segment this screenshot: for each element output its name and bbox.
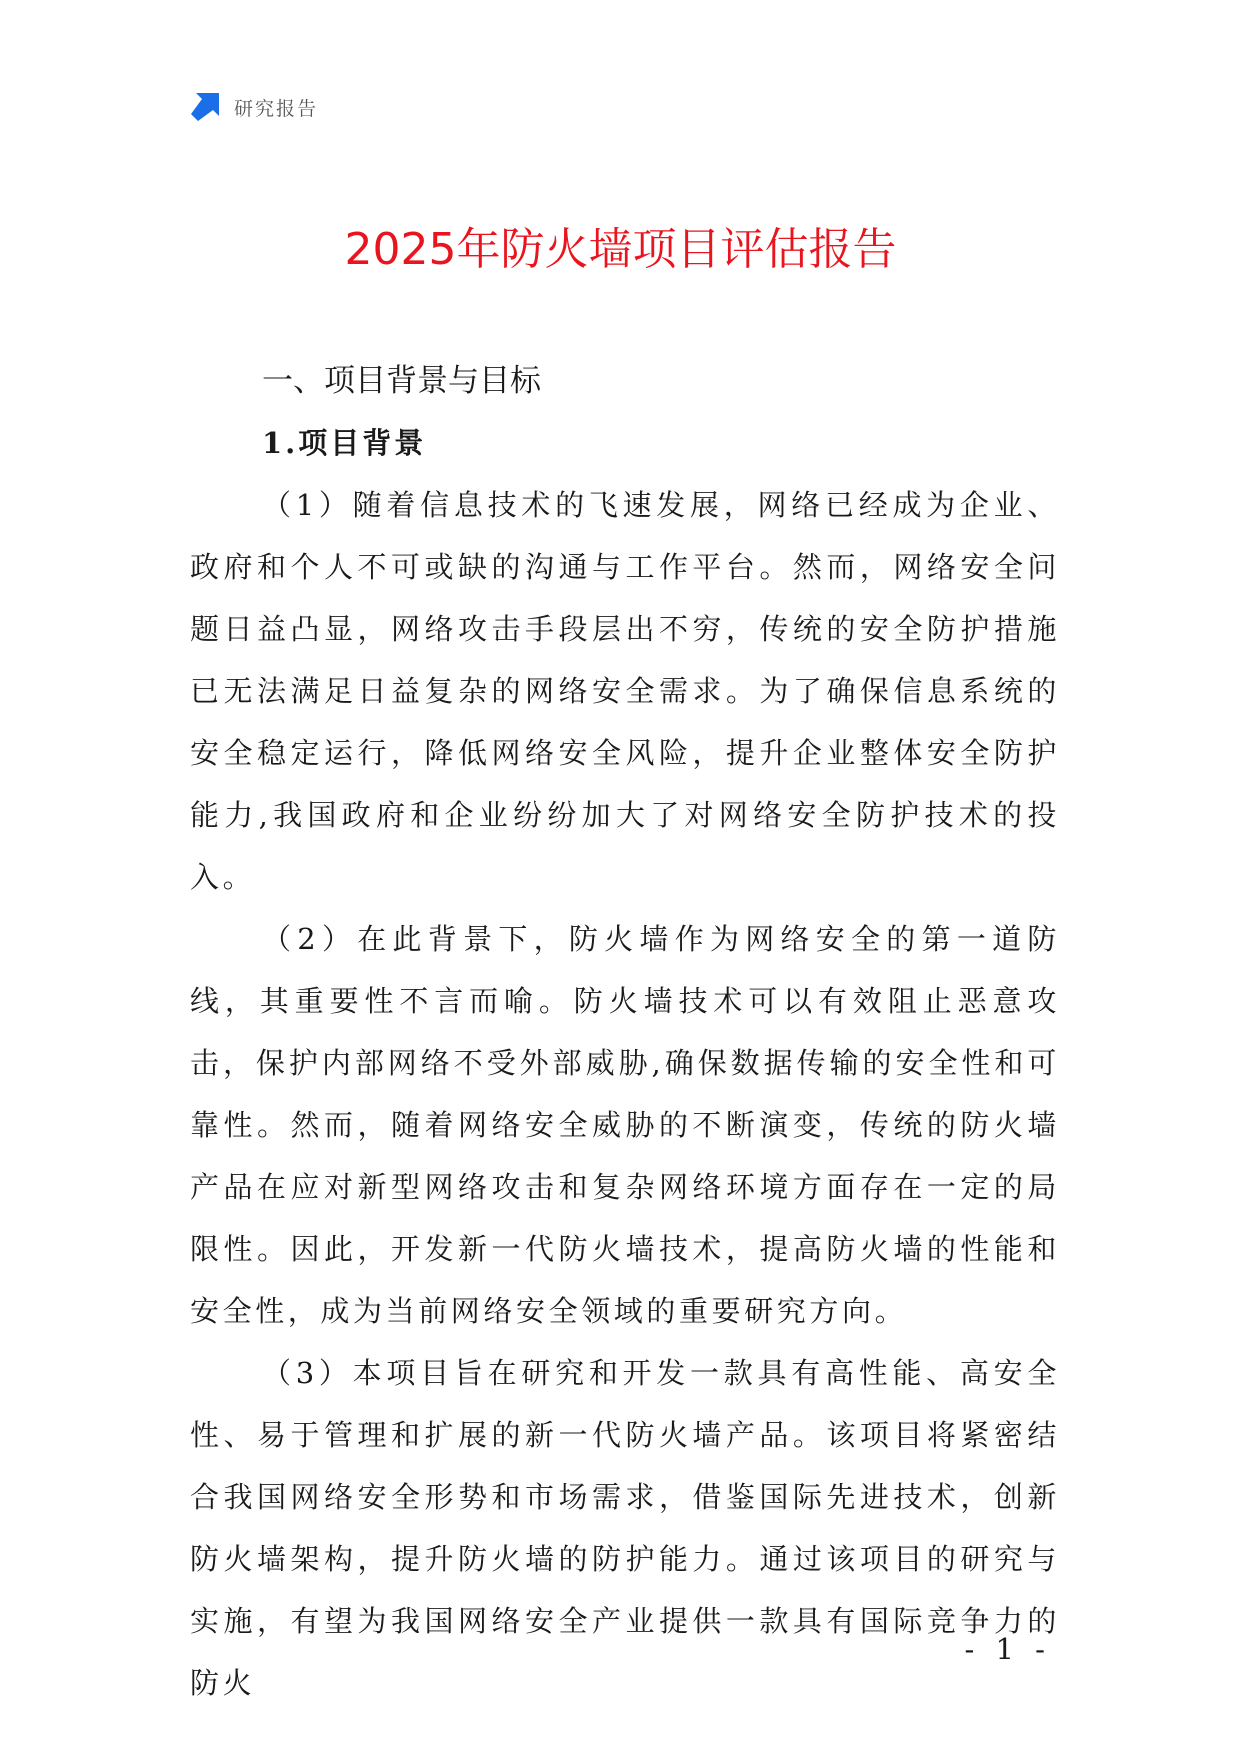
page-number: - 1 -: [964, 1632, 1051, 1666]
arrow-up-right-icon: [190, 92, 220, 122]
document-body: [190, 350, 1060, 1714]
paragraph-2: （2）在此背景下，防火墙作为网络安全的第一道防线，其重要性不言而喻。防火墙技术可以有效阻止恶意攻击，保护内部网络不受外部威胁,确保数据传输的安全性和可靠性。然而，随着网络安全威胁的不断演变，传统的防火墙产品在应对新型网络攻击和复杂网络环境方面存在一定的局限性。因此，开发新一代防火墙技术，提高防火墙的性能和安全性，成为当前网络安全领域的重要研究方向。: [190, 922, 1060, 1328]
document-title: 2025年防火墙项目评估报告: [344, 224, 897, 275]
header-label: 研究报告: [234, 97, 319, 120]
paragraph-3: （3）本项目旨在研究和开发一款具有高性能、高安全性、易于管理和扩展的新一代防火墙产品。该项目将紧密结合我国网络安全形势和市场需求，借鉴国际先进技术，创新防火墙架构，提升防火墙的防护能力。通过该项目的研究与实施，有望为我国网络安全产业提供一款具有国际竞争力的防火: [190, 1356, 1060, 1700]
subsection-heading: 1.项目背景: [262, 426, 427, 460]
paragraph-1: （1）随着信息技术的飞速发展，网络已经成为企业、政府和个人不可或缺的沟通与工作平台。然而，网络安全问题日益凸显，网络攻击手段层出不穷，传统的安全防护措施已无法满足日益复杂的网络安全需求。为了确保信息系统的安全稳定运行，降低网络安全风险，提升企业整体安全防护能力,我国政府和企业纷纷加大了对网络安全防护技术的投入。: [190, 488, 1060, 894]
section-heading: 一、项目背景与目标: [262, 363, 541, 399]
page-header: [190, 90, 318, 124]
